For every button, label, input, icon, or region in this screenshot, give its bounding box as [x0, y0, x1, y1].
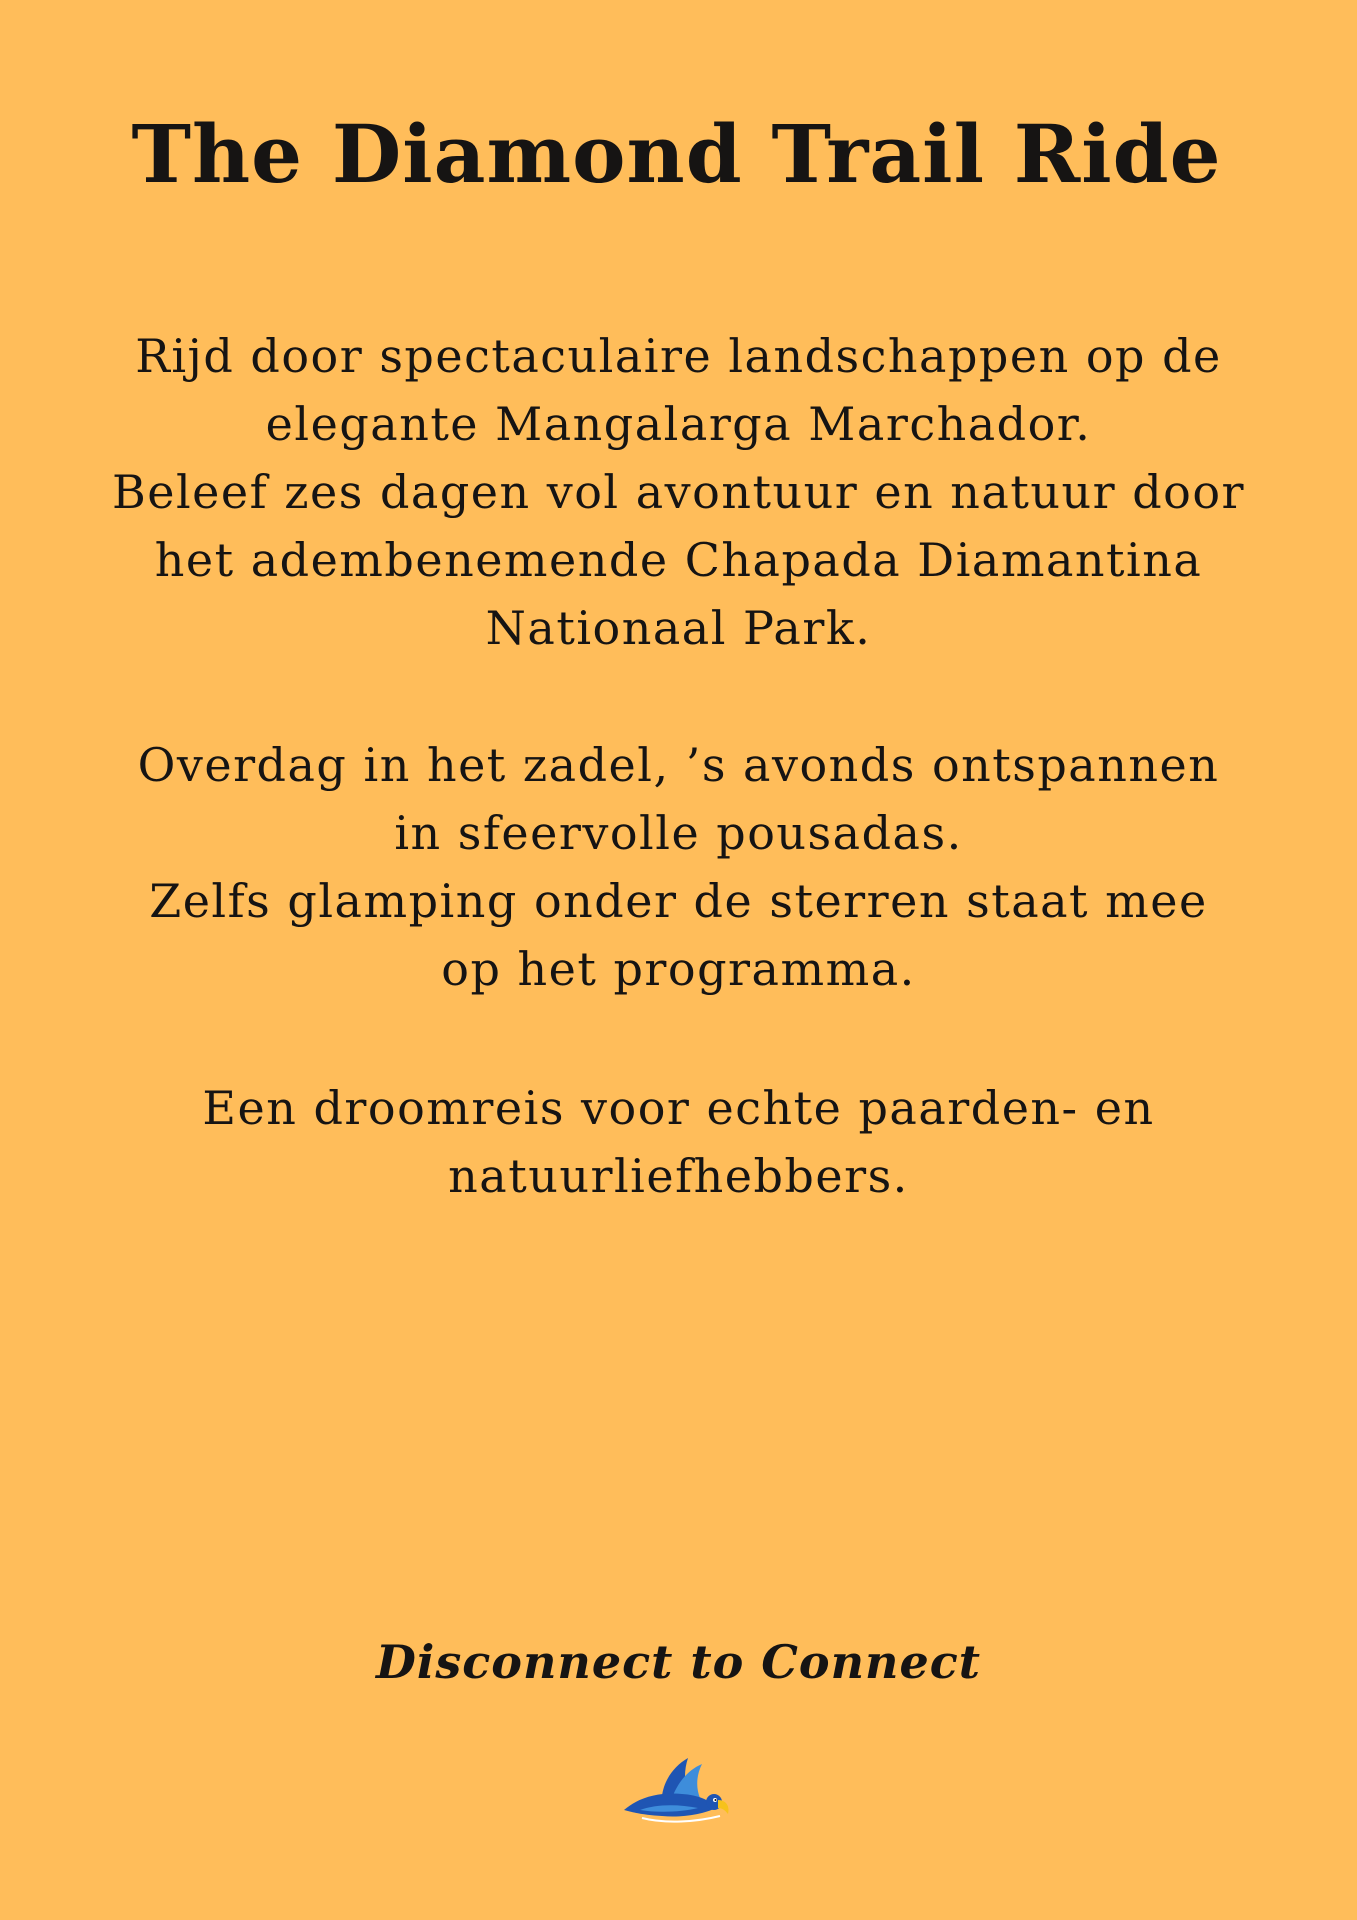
- tagline: Disconnect to Connect: [375, 1635, 982, 1689]
- paragraph-line: Een droomreis voor echte paarden- en: [202, 1081, 1155, 1135]
- paragraph-line: elegante Mangalarga Marchador.: [265, 397, 1092, 451]
- paragraph-line: Zelfs glamping onder de sterren staat mee: [149, 874, 1208, 928]
- paragraph-line: Nationaal Park.: [485, 601, 872, 655]
- paragraph-line: Beleef zes dagen vol avontuur en natuur door: [111, 465, 1246, 519]
- body-shape: [624, 1794, 716, 1817]
- beak-shape: [718, 1800, 729, 1814]
- intro-paragraph: [0, 322, 1357, 662]
- page-title: The Diamond Trail Ride: [131, 107, 1222, 201]
- paragraph-line: het adembenemende Chapada Diamantina: [154, 533, 1203, 587]
- daily-program-paragraph: [0, 731, 1357, 1003]
- bird-logo-icon: [622, 1752, 732, 1824]
- closing-paragraph: [0, 1074, 1357, 1210]
- paragraph-line: Overdag in het zadel, ’s avonds ontspannen: [137, 738, 1220, 792]
- paragraph-line: natuurliefhebbers.: [448, 1149, 909, 1203]
- paragraph-line: Rijd door spectaculaire landschappen op de: [135, 329, 1222, 383]
- paragraph-line: in sfeervolle pousadas.: [394, 806, 963, 860]
- paragraph-line: op het programma.: [441, 942, 916, 996]
